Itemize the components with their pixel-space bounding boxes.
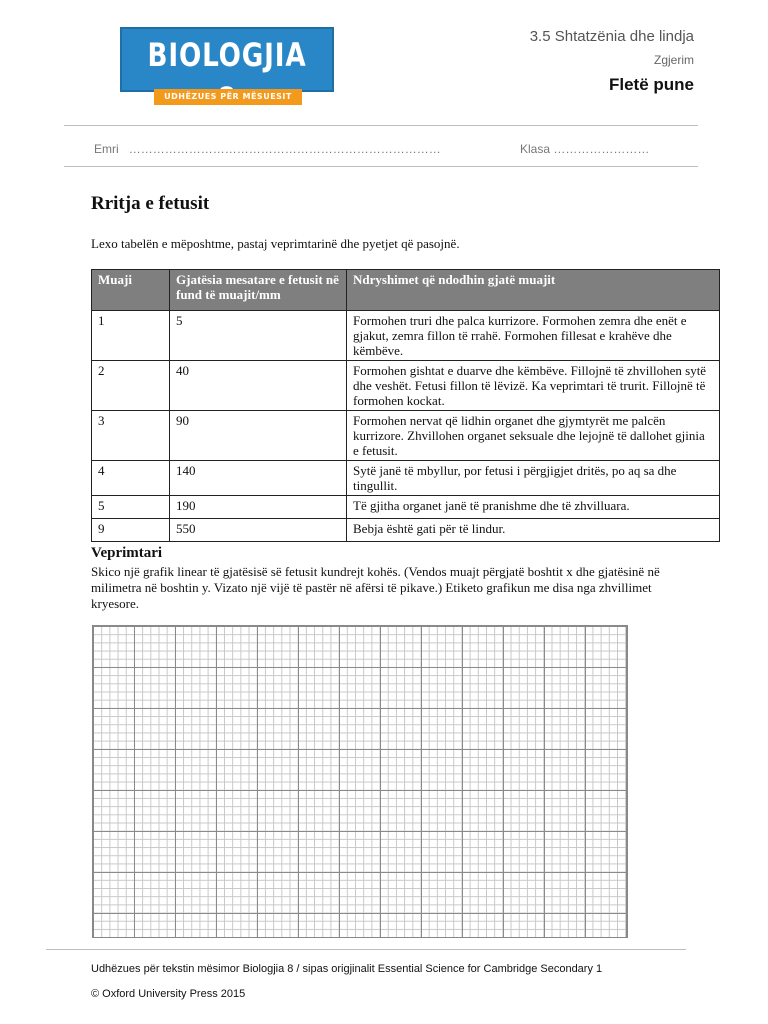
table-row [92, 411, 720, 461]
graph-paper-grid[interactable] [92, 625, 628, 938]
cell-length: 90 [170, 411, 347, 461]
cell-changes: Formohen nervat që lidhin organet dhe gjymtyrët me palcën kurrizore. Zhvillohen organet seksuale dhe lejojnë të dallohet gjinia e fetusit. [347, 411, 720, 461]
table-row [92, 311, 720, 361]
column-header-length: Gjatësia mesatare e fetusit në fund të muajit/mm [170, 270, 347, 311]
lesson-subtitle: Zgjerim [653, 53, 694, 67]
activity-heading: Veprimtari [91, 545, 163, 561]
worksheet-label: Fletë pune [608, 75, 694, 94]
cell-changes: Formohen truri dhe palca kurrizore. Formohen zemra dhe enët e gjakut, zemra fillon të rrahë. Formohen fillesat e krahëve dhe këmbëve. [347, 311, 720, 361]
table-row [92, 496, 720, 519]
footer-source: Udhëzues për tekstin mësimor Biologjia 8 / sipas origjinalit Essential Science for Cambridge Secondary 1 [91, 963, 603, 975]
cell-length: 40 [170, 361, 347, 411]
cell-month: 4 [92, 461, 170, 496]
name-label: Emri [94, 142, 119, 156]
divider-footer [46, 949, 686, 950]
name-dots: …………………………………………………………………… [128, 142, 441, 156]
table-row [92, 361, 720, 411]
cell-changes: Formohen gishtat e duarve dhe këmbëve. Fillojnë të zhvillohen sytë dhe veshët. Fetusi fillon të lëvizë. Ka veprimtari të trurit. Fillojnë të formohen kockat. [347, 361, 720, 411]
footer-copyright: © Oxford University Press 2015 [91, 988, 246, 1000]
logo-title: BIOLOGJIA [147, 36, 307, 74]
column-header-month: Muaji [92, 270, 170, 311]
name-field[interactable] [94, 142, 441, 156]
class-dots: …………………… [553, 142, 650, 156]
cell-length: 550 [170, 519, 347, 542]
divider-top [64, 125, 698, 126]
fetus-growth-table [91, 269, 720, 542]
cell-month: 2 [92, 361, 170, 411]
logo [120, 27, 334, 92]
activity-instructions: Skico një grafik linear të gjatësisë së fetusit kundrejt kohës. (Vendos muajt përgjatë boshtit x dhe gjatësinë në milimetra në boshtin y. Vizato një vijë të pastër në afërsi të pikave.) Etiketo grafikun me disa nga zhvillimet kryesore. [91, 564, 660, 611]
table-header-row [92, 270, 720, 311]
page-title: Rritja e fetusit [91, 193, 210, 214]
divider-form [64, 166, 698, 167]
cell-changes: Të gjitha organet janë të pranishme dhe të zhvilluara. [347, 496, 720, 519]
cell-month: 5 [92, 496, 170, 519]
table-row [92, 461, 720, 496]
column-header-changes: Ndryshimet që ndodhin gjatë muajit [347, 270, 720, 311]
class-field[interactable] [520, 142, 649, 156]
class-label: Klasa [520, 142, 551, 156]
intro-text: Lexo tabelën e mëposhtme, pastaj veprimtarinë dhe pyetjet që pasojnë. [91, 236, 460, 251]
cell-length: 190 [170, 496, 347, 519]
logo-subtitle: UDHËZUES PËR MËSUESIT [154, 89, 302, 105]
cell-length: 140 [170, 461, 347, 496]
cell-month: 1 [92, 311, 170, 361]
table-row [92, 519, 720, 542]
cell-length: 5 [170, 311, 347, 361]
cell-month: 3 [92, 411, 170, 461]
cell-changes: Sytë janë të mbyllur, por fetusi i përgjigjet dritës, po aq sa dhe tingullit. [347, 461, 720, 496]
lesson-title: 3.5 Shtatzënia dhe lindja [529, 28, 694, 45]
cell-changes: Bebja është gati për të lindur. [347, 519, 720, 542]
cell-month: 9 [92, 519, 170, 542]
